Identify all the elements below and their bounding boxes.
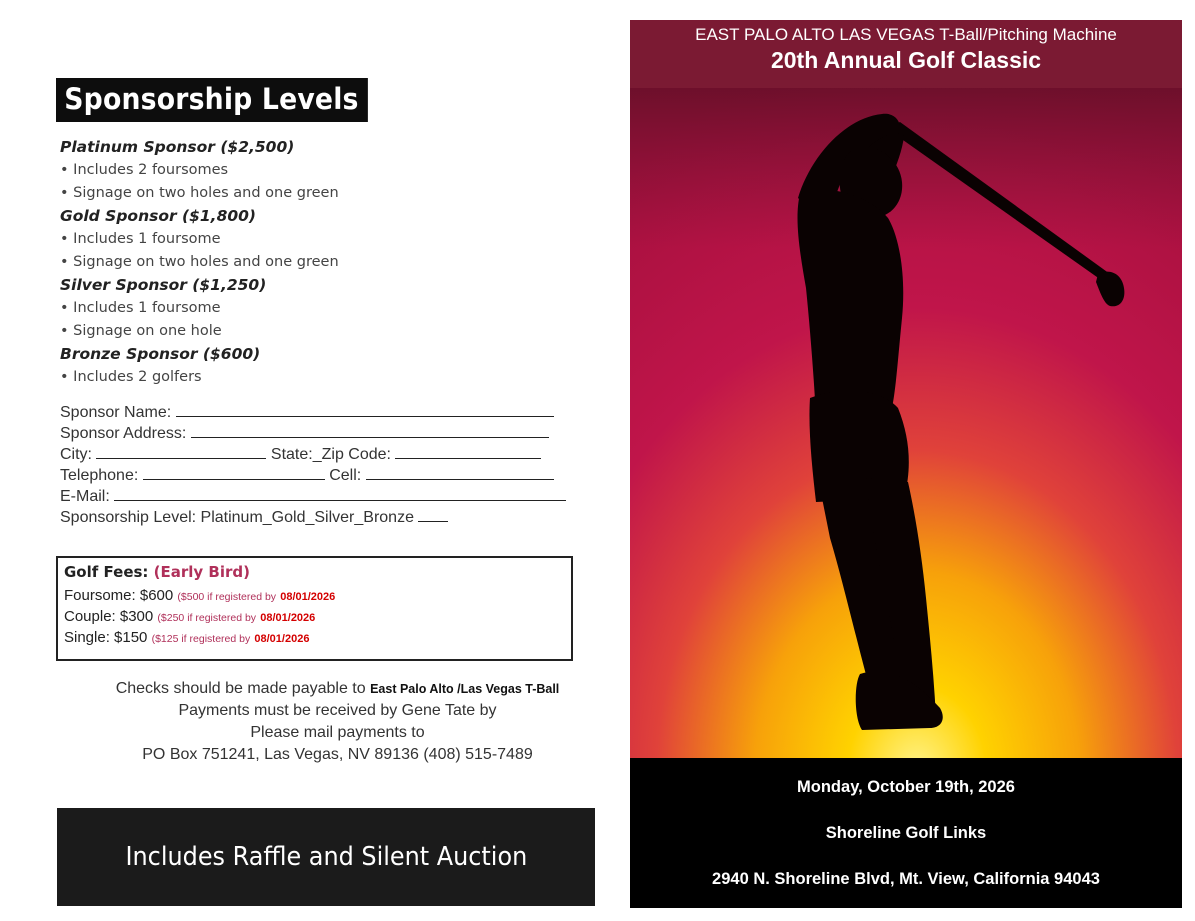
golfer-silhouette-image <box>630 78 1182 758</box>
fee-note: ($500 if registered by <box>177 591 277 603</box>
zip-field[interactable] <box>395 444 541 459</box>
fee-row-single <box>64 627 571 648</box>
sponsorship-level-row <box>60 507 580 528</box>
raffle-text: Includes Raffle and Silent Auction <box>125 842 527 872</box>
poster-subtitle: EAST PALO ALTO LAS VEGAS T-Ball/Pitching Machine <box>695 25 1117 44</box>
payment-instructions <box>60 678 615 766</box>
level-gold-item: • Includes 1 foursome <box>60 231 221 247</box>
fee-label: Foursome: $600 <box>64 587 174 604</box>
fee-date: 08/01/2026 <box>254 633 310 645</box>
sponsor-name-field[interactable] <box>176 402 554 417</box>
event-poster <box>630 20 1182 908</box>
email-row <box>60 486 580 507</box>
raffle-banner <box>57 808 595 906</box>
fee-row-couple <box>64 606 571 627</box>
sponsor-address-field[interactable] <box>191 423 549 438</box>
fee-label: Single: $150 <box>64 629 148 646</box>
sponsor-form <box>60 402 580 528</box>
fee-date: 08/01/2026 <box>280 591 336 603</box>
fee-date: 08/01/2026 <box>260 612 316 624</box>
level-platinum-item: • Includes 2 foursomes <box>60 162 229 178</box>
payee-name: East Palo Alto /Las Vegas T-Ball <box>370 682 560 696</box>
state-zip-label: State:_Zip Code: <box>270 446 391 463</box>
level-gold-item: • Signage on two holes and one green <box>60 254 339 270</box>
sponsor-address-label: Sponsor Address: <box>60 425 187 442</box>
city-label: City: <box>60 446 92 463</box>
received-line: Payments must be received by Gene Tate by <box>178 702 497 719</box>
level-platinum-item: • Signage on two holes and one green <box>60 185 339 201</box>
level-platinum-name: Platinum Sponsor ($2,500) <box>60 138 295 156</box>
event-date: Monday, October 19th, 2026 <box>797 778 1015 796</box>
fee-row-foursome <box>64 585 571 606</box>
cell-field[interactable] <box>366 465 554 480</box>
cell-label: Cell: <box>329 467 362 484</box>
checks-text: Checks should be made payable to <box>115 680 366 697</box>
event-venue: Shoreline Golf Links <box>825 824 987 842</box>
sponsorship-level-label: Sponsorship Level: Platinum_Gold_Silver_Bronze <box>60 509 414 526</box>
golf-fees-box <box>56 556 573 661</box>
email-field[interactable] <box>114 486 566 501</box>
email-label: E-Mail: <box>60 488 110 505</box>
level-bronze-item: • Includes 2 golfers <box>60 369 202 385</box>
level-silver-item: • Signage on one hole <box>60 323 222 339</box>
level-silver-item: • Includes 1 foursome <box>60 300 221 316</box>
sponsorship-levels-list <box>60 136 580 389</box>
golf-fees-title <box>64 563 571 585</box>
sponsorship-level-field[interactable] <box>418 507 448 522</box>
city-row <box>60 444 580 465</box>
mail-line: Please mail payments to <box>250 724 425 741</box>
fee-note: ($250 if registered by <box>157 612 257 624</box>
golf-fees-label: Golf Fees: <box>64 563 149 581</box>
sponsor-name-row <box>60 402 580 423</box>
checks-line <box>60 678 615 700</box>
city-field[interactable] <box>96 444 266 459</box>
fee-note: ($125 if registered by <box>151 633 251 645</box>
fee-label: Couple: $300 <box>64 608 154 625</box>
early-bird-label: (Early Bird) <box>153 563 250 581</box>
level-bronze-name: Bronze Sponsor ($600) <box>60 345 261 363</box>
sponsor-address-row <box>60 423 580 444</box>
poster-header <box>630 20 1182 88</box>
sponsor-name-label: Sponsor Name: <box>60 404 172 421</box>
telephone-field[interactable] <box>143 465 325 480</box>
sponsorship-title: Sponsorship Levels <box>56 78 368 122</box>
telephone-label: Telephone: <box>60 467 139 484</box>
poster-footer <box>630 758 1182 908</box>
level-gold-name: Gold Sponsor ($1,800) <box>60 207 257 225</box>
telephone-row <box>60 465 580 486</box>
level-silver-name: Silver Sponsor ($1,250) <box>60 276 267 294</box>
mail-address-line: PO Box 751241, Las Vegas, NV 89136 (408) 515-7489 <box>142 746 533 763</box>
event-address: 2940 N. Shoreline Blvd, Mt. View, California 94043 <box>712 870 1100 888</box>
poster-title: 20th Annual Golf Classic <box>770 47 1042 73</box>
